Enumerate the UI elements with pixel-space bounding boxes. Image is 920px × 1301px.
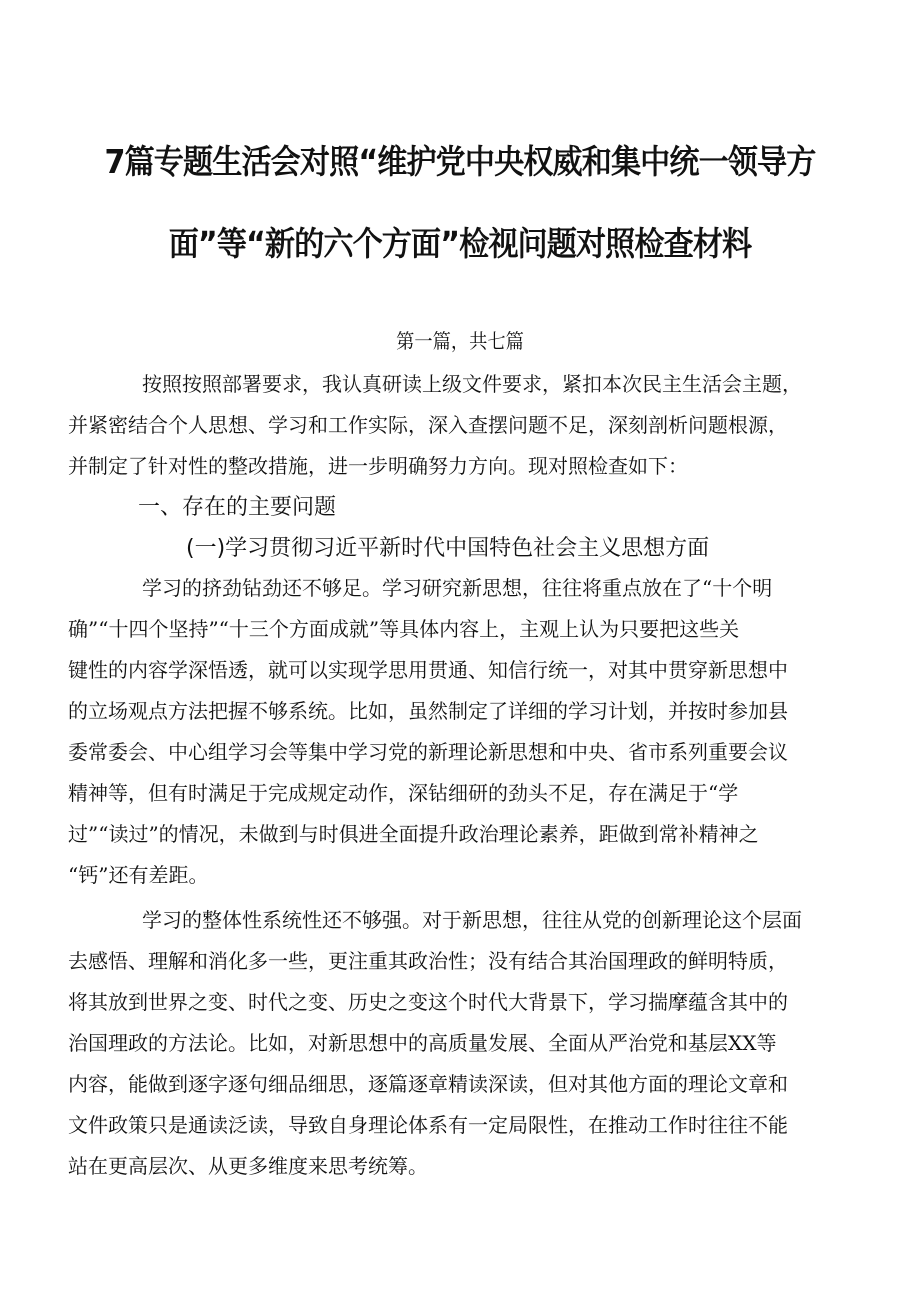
- paragraph-1-line: 确”“十四个坚持”“十三个方面成就”等具体内容上，主观上认为只要把这些关: [68, 617, 740, 641]
- paragraph-1-line: 精神等，但有时满足于完成规定动作，深钻细研的劲头不足，存在满足于“学: [68, 781, 739, 805]
- paragraph-2-line: 文件政策只是通读泛读，导致自身理论体系有一定局限性，在推动工作时往往不能: [68, 1113, 788, 1137]
- paragraph-2-line: 内容，能做到逐字逐句细品细思，逐篇逐章精读深读，但对其他方面的理论文章和: [68, 1072, 788, 1096]
- document-subtitle: 第一篇，共七篇: [396, 329, 524, 353]
- paragraph-1-line: 委常委会、中心组学习会等集中学习党的新理论新思想和中央、省市系列重要会议: [68, 740, 788, 764]
- document-title-line-2: 面”等“新的六个方面”检视问题对照检查材料: [168, 224, 752, 263]
- paragraph-2-line: 去感悟、理解和消化多一些，更注重其政治性；没有结合其治国理政的鲜明特质，: [68, 949, 788, 973]
- intro-line: 并制定了针对性的整改措施，进一步明确努力方向。现对照检查如下：: [68, 454, 688, 478]
- paragraph-2-line: 治国理政的方法论。比如，对新思想中的高质量发展、全面从严治党和基层XX等: [68, 1031, 777, 1055]
- subsection-heading: (一)学习贯彻习近平新时代中国特色社会主义思想方面: [186, 536, 710, 561]
- section-heading: 一、存在的主要问题: [138, 495, 337, 520]
- paragraph-1-line: 过”“读过”的情况，未做到与时俱进全面提升政治理论素养，距做到常补精神之: [68, 822, 759, 846]
- paragraph-1-line: 的立场观点方法把握不够系统。比如，虽然制定了详细的学习计划，并按时参加县: [68, 699, 788, 723]
- paragraph-2-line: 学习的整体性系统性还不够强。对于新思想，往往从党的创新理论这个层面: [142, 908, 802, 932]
- intro-line: 并紧密结合个人思想、学习和工作实际，深入查摆问题不足，深刻剖析问题根源，: [68, 413, 788, 437]
- paragraph-1-line: “钙”还有差距。: [68, 863, 209, 887]
- intro-line: 按照按照部署要求，我认真研读上级文件要求，紧扣本次民主生活会主题，: [142, 372, 802, 396]
- paragraph-1-line: 键性的内容学深悟透，就可以实现学思用贯通、知信行统一，对其中贯穿新思想中: [68, 658, 788, 682]
- document-title-line-1: 7篇专题生活会对照“维护党中央权威和集中统一领导方: [104, 142, 816, 181]
- paragraph-2-line: 将其放到世界之变、时代之变、历史之变这个时代大背景下，学习揣摩蕴含其中的: [68, 990, 788, 1014]
- paragraph-1-line: 学习的挤劲钻劲还不够足。学习研究新思想，往往将重点放在了“十个明: [142, 576, 773, 600]
- paragraph-2-line: 站在更高层次、从更多维度来思考统筹。: [68, 1154, 428, 1178]
